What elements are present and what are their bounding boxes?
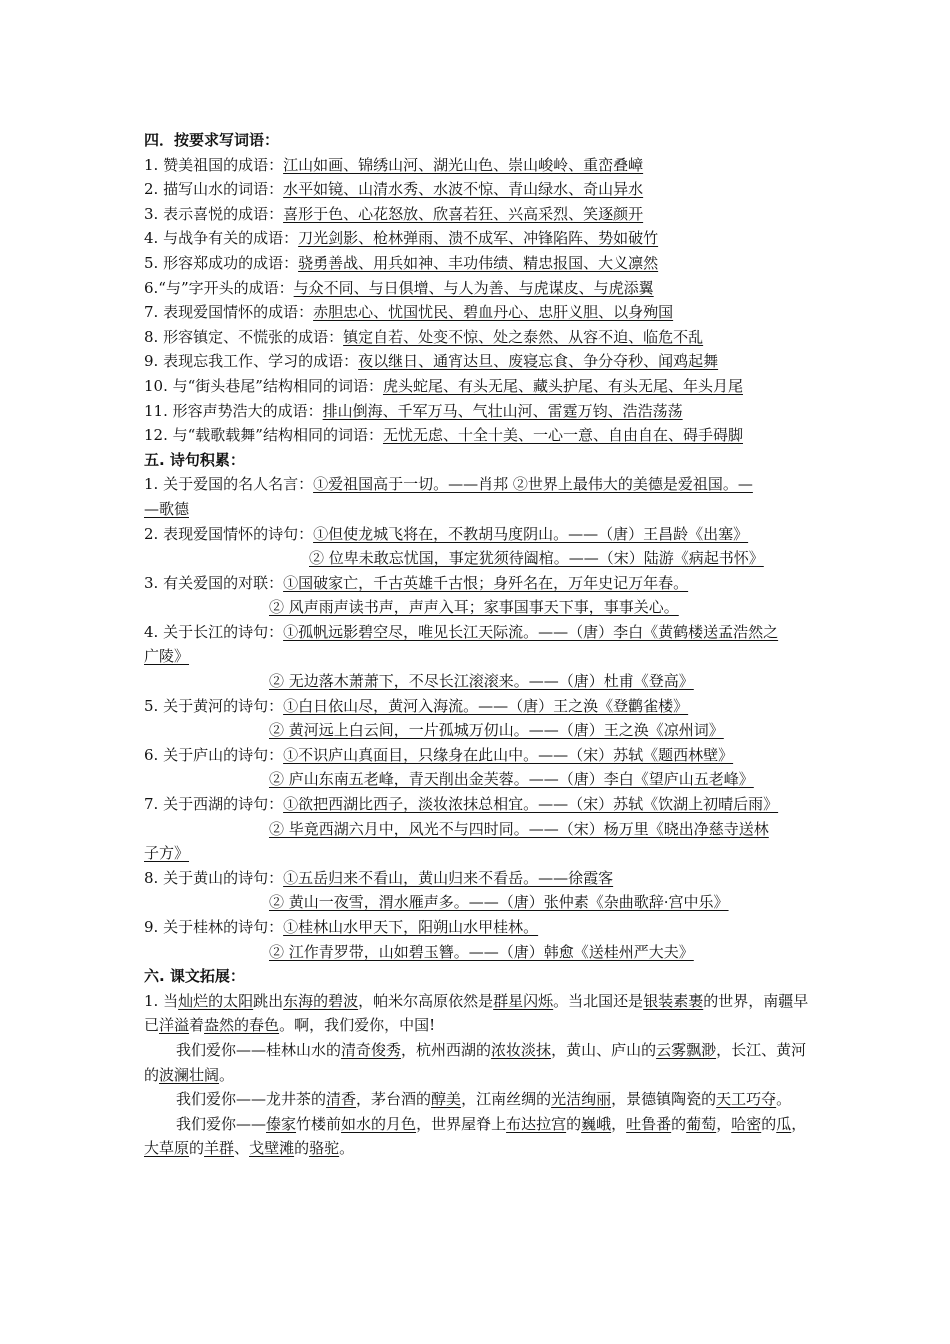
item-answer: ①孤帆远影碧空尽，唯见长江天际流。——（唐）李白《黄鹤楼送孟浩然之 — [283, 622, 779, 641]
item-label: 9. 表现忘我工作、学习的成语： — [144, 352, 359, 371]
item-answer: ② 黄山一夜雪，渭水雁声多。——（唐）张仲素《杂曲歌辞·宫中乐》 — [269, 893, 729, 912]
underlined-phrase: 天工巧夺 — [716, 1090, 777, 1109]
item-label: 3. 有关爱国的对联： — [144, 573, 284, 592]
item-label: 1. 关于爱国的名人名言： — [144, 475, 314, 494]
paragraph-text: 。当北国还是 — [553, 991, 644, 1010]
item-label: 2. 描写山水的词语： — [144, 180, 284, 199]
item-answer: ② 庐山东南五老峰，青天削出金芙蓉。——（唐）李白《望庐山五老峰》 — [269, 770, 754, 789]
item-label: 4. 与战争有关的成语： — [144, 229, 299, 248]
paragraph-text: 的 — [761, 1114, 777, 1133]
poem-item-4-b — [144, 669, 814, 694]
item-answer: ①白日依山尽，黄河入海流。——（唐）王之涣《登鹳雀楼》 — [283, 696, 689, 715]
underlined-phrase: 醇美 — [431, 1090, 462, 1109]
poem-item-3 — [144, 571, 814, 596]
paragraph-text: 1. 当 — [144, 991, 179, 1010]
paragraph-text: ， — [716, 1114, 732, 1133]
item-label: 5. 形容郑成功的成语： — [144, 253, 299, 272]
underlined-phrase: 羊群 — [204, 1139, 235, 1158]
underlined-phrase: 洋溢 — [159, 1016, 190, 1035]
poem-item-9-b — [144, 940, 814, 965]
item-answer: ② 风声雨声读书声，声声入耳；家事国事天下事，事事关心。 — [269, 598, 679, 617]
word-item — [144, 153, 814, 178]
item-answer: 虎头蛇尾、有头无尾、藏头护尾、有头无尾、年头月尾 — [382, 376, 743, 395]
item-label: 7. 关于西湖的诗句： — [144, 795, 284, 814]
underlined-phrase: 大草原 — [144, 1139, 190, 1158]
document-content — [144, 128, 814, 1161]
underlined-phrase: 吐鲁番 — [626, 1114, 672, 1133]
paragraph-text: 我们爱你——桂林山水的 — [176, 1040, 342, 1059]
item-answer: ② 无边落木萧萧下，不尽长江滚滚来。——（唐）杜甫《登高》 — [269, 672, 694, 691]
section4-list — [144, 153, 814, 448]
extension-paragraph-4 — [144, 1112, 814, 1161]
poem-item-8-b — [144, 890, 814, 915]
underlined-phrase: 如水的月色 — [341, 1114, 417, 1133]
item-answer: 夜以继日、通宵达旦、废寝忘食、争分夺秒、闻鸡起舞 — [358, 352, 719, 371]
poem-item-6-b — [144, 767, 814, 792]
item-answer: ①不识庐山真面目，只缘身在此山中。——（宋）苏轼《题西林壁》 — [283, 745, 734, 764]
poem-item-2 — [144, 522, 814, 547]
section5-heading: 五. 诗句积累： — [144, 450, 245, 469]
item-label: 1. 赞美祖国的成语： — [144, 155, 284, 174]
underlined-phrase: 哈密 — [731, 1114, 762, 1133]
item-answer: 与众不同、与日俱增、与人为善、与虎谋皮、与虎添翼 — [293, 278, 654, 297]
paragraph-text: ，江南丝绸的 — [461, 1090, 552, 1109]
item-label: 10. 与“街头巷尾”结构相同的词语： — [144, 376, 383, 395]
paragraph-text: 我们爱你——龙井茶的 — [176, 1090, 327, 1109]
item-answer: 骁勇善战、用兵如神、丰功伟绩、精忠报国、大义凛然 — [298, 253, 659, 272]
extension-paragraph-1 — [144, 989, 814, 1038]
item-answer: 刀光剑影、枪林弹雨、溃不成军、冲锋陷阵、势如破竹 — [298, 229, 659, 248]
word-item — [144, 276, 814, 301]
paragraph-text: 的 — [566, 1114, 582, 1133]
paragraph-text: ， — [791, 1114, 807, 1133]
underlined-phrase: 东海的碧波 — [283, 991, 359, 1010]
item-label: 12. 与“载歌载舞”结构相同的词语： — [144, 426, 383, 445]
item-label: 4. 关于长江的诗句： — [144, 622, 284, 641]
section4-heading: 四．按要求写词语： — [144, 131, 280, 149]
word-item — [144, 177, 814, 202]
item-answer: 赤胆忠心、忧国忧民、碧血丹心、忠肝义胆、以身殉国 — [313, 303, 674, 322]
item-answer: 无忧无虑、十全十美、一心一意、自由自在、碍手碍脚 — [382, 426, 743, 445]
underlined-phrase: 清香 — [326, 1090, 357, 1109]
extension-paragraph-2 — [144, 1038, 814, 1087]
word-item — [144, 349, 814, 374]
underlined-phrase: 灿烂的太阳 — [178, 991, 254, 1010]
item-answer: ② 毕竟西湖六月中，风光不与四时同。——（宋）杨万里《晓出净慈寺送林 — [269, 819, 769, 838]
underlined-phrase: 群星闪烁 — [493, 991, 554, 1010]
poem-item-6 — [144, 743, 814, 768]
item-answer: ①国破家亡，千古英雄千古恨；身歼名在，万年史记万年春。 — [283, 573, 689, 592]
poem-item-3-b — [144, 595, 814, 620]
word-item — [144, 226, 814, 251]
paragraph-text: 我们爱你—— — [176, 1114, 267, 1133]
item-label: 8. 关于黄山的诗句： — [144, 868, 284, 887]
word-item — [144, 300, 814, 325]
item-answer: 镇定自若、处变不惊、处之泰然、从容不迫、临危不乱 — [343, 327, 704, 346]
section6-heading: 六. 课文拓展： — [144, 967, 245, 986]
paragraph-text: ，黄山、庐山的 — [551, 1040, 657, 1059]
poem-item-4 — [144, 620, 814, 645]
word-item — [144, 202, 814, 227]
poem-item-8 — [144, 866, 814, 891]
paragraph-text: 着 — [189, 1016, 205, 1035]
paragraph-text: 的 — [294, 1139, 310, 1158]
word-item — [144, 251, 814, 276]
paragraph-text: ，帕米尔高原依然是 — [358, 991, 494, 1010]
extension-paragraph-3 — [144, 1087, 814, 1112]
item-answer: ①桂林山水甲天下，阳朔山水甲桂林。 — [283, 918, 539, 936]
item-answer: ①但使龙城飞将在，不教胡马度阴山。——（唐）王昌龄《出塞》 — [313, 524, 749, 543]
underlined-phrase: 瓜 — [776, 1114, 792, 1133]
poem-item-7-cont — [144, 841, 814, 866]
underlined-phrase: 盎然的春色 — [204, 1016, 280, 1035]
paragraph-text: ，茅台酒的 — [356, 1090, 432, 1109]
item-answer: 喜形于色、心花怒放、欣喜若狂、兴高采烈、笑逐颜开 — [283, 204, 644, 223]
word-item — [144, 423, 814, 448]
poem-item-7-b — [144, 817, 814, 842]
item-label: 6.“与”字开头的成语： — [144, 278, 294, 297]
item-answer: ② 位卑未敢忘忧国，事定犹须待阖棺。——（宋）陆游《病起书怀》 — [309, 549, 764, 568]
paragraph-text: 的 — [671, 1114, 687, 1133]
item-label: 5. 关于黄河的诗句： — [144, 696, 284, 715]
poem-item-5-b — [144, 718, 814, 743]
underlined-phrase: 云雾飘渺 — [656, 1040, 717, 1059]
paragraph-text: 。 — [339, 1139, 355, 1158]
underlined-phrase: 布达拉宫 — [506, 1114, 567, 1133]
underlined-phrase: 骆驼 — [309, 1139, 340, 1158]
poem-item-9 — [144, 915, 814, 940]
item-label: 9. 关于桂林的诗句： — [144, 918, 284, 936]
item-answer: ①爱祖国高于一切。——肖邦 ②世界上最伟大的美德是爱祖国。— — [313, 475, 753, 494]
underlined-phrase: 葡萄 — [686, 1114, 717, 1133]
underlined-phrase: 傣家 — [266, 1114, 297, 1133]
underlined-phrase: 波澜壮阔 — [159, 1065, 220, 1084]
item-answer: ①五岳归来不看山，黄山归来不看岳。——徐霞客 — [283, 868, 614, 887]
item-label: 3. 表示喜悦的成语： — [144, 204, 284, 223]
underlined-phrase: 光洁绚丽 — [551, 1090, 612, 1109]
word-item — [144, 399, 814, 424]
item-answer: 广陵》 — [144, 647, 190, 666]
item-label: 8. 形容镇定、不慌张的成语： — [144, 327, 344, 346]
poem-item-1 — [144, 472, 814, 497]
underlined-phrase: 戈壁滩 — [249, 1139, 295, 1158]
underlined-phrase: 巍峨 — [581, 1114, 612, 1133]
item-answer: ② 江作青罗带，山如碧玉簪。——（唐）韩愈《送桂州严大夫》 — [269, 942, 694, 961]
paragraph-text: ，世界屋脊上 — [416, 1114, 507, 1133]
item-answer: ①欲把西湖比西子，淡妆浓抹总相宜。——（宋）苏轼《饮湖上初晴后雨》 — [283, 795, 779, 814]
poem-item-7 — [144, 792, 814, 817]
paragraph-text: 。 — [219, 1065, 235, 1084]
item-label: 6. 关于庐山的诗句： — [144, 745, 284, 764]
paragraph-text: ， — [611, 1114, 627, 1133]
word-item — [144, 374, 814, 399]
underlined-phrase: 清奇俊秀 — [341, 1040, 402, 1059]
item-answer: 水平如镜、山清水秀、水波不惊、青山绿水、奇山异水 — [283, 180, 644, 199]
underlined-phrase: 浓妆淡抹 — [491, 1040, 552, 1059]
paragraph-text: 竹楼前 — [296, 1114, 342, 1133]
item-label: 7. 表现爱国情怀的成语： — [144, 303, 314, 322]
paragraph-text: 、 — [234, 1139, 250, 1158]
item-answer: 江山如画、锦绣山河、湖光山色、崇山峻岭、重峦叠嶂 — [283, 155, 644, 174]
poem-item-5 — [144, 694, 814, 719]
paragraph-text: 跳出 — [253, 991, 284, 1010]
underlined-phrase: 银装素裹 — [643, 991, 704, 1010]
paragraph-text: ，长江、黄河的 — [144, 1040, 807, 1084]
paragraph-text: 的世界，南疆早已 — [144, 991, 809, 1035]
item-label: 11. 形容声势浩大的成语： — [144, 401, 323, 420]
paragraph-text: 。啊，我们爱你，中国! — [279, 1016, 436, 1035]
word-item — [144, 325, 814, 350]
poem-item-4-cont — [144, 644, 814, 669]
item-answer: —歌德 — [144, 499, 190, 518]
item-answer: ② 黄河远上白云间，一片孤城万仞山。——（唐）王之涣《凉州词》 — [269, 721, 724, 740]
paragraph-text: ，景德镇陶瓷的 — [611, 1090, 717, 1109]
item-label: 2. 表现爱国情怀的诗句： — [144, 524, 314, 543]
paragraph-text: 。 — [776, 1090, 792, 1109]
paragraph-text: ，杭州西湖的 — [401, 1040, 492, 1059]
poem-item-2-b — [144, 546, 814, 571]
item-answer: 排山倒海、千军万马、气壮山河、雷霆万钧、浩浩荡荡 — [322, 401, 683, 420]
paragraph-text: 的 — [189, 1139, 205, 1158]
poem-item-1-cont — [144, 497, 814, 522]
item-answer: 子方》 — [144, 844, 190, 863]
